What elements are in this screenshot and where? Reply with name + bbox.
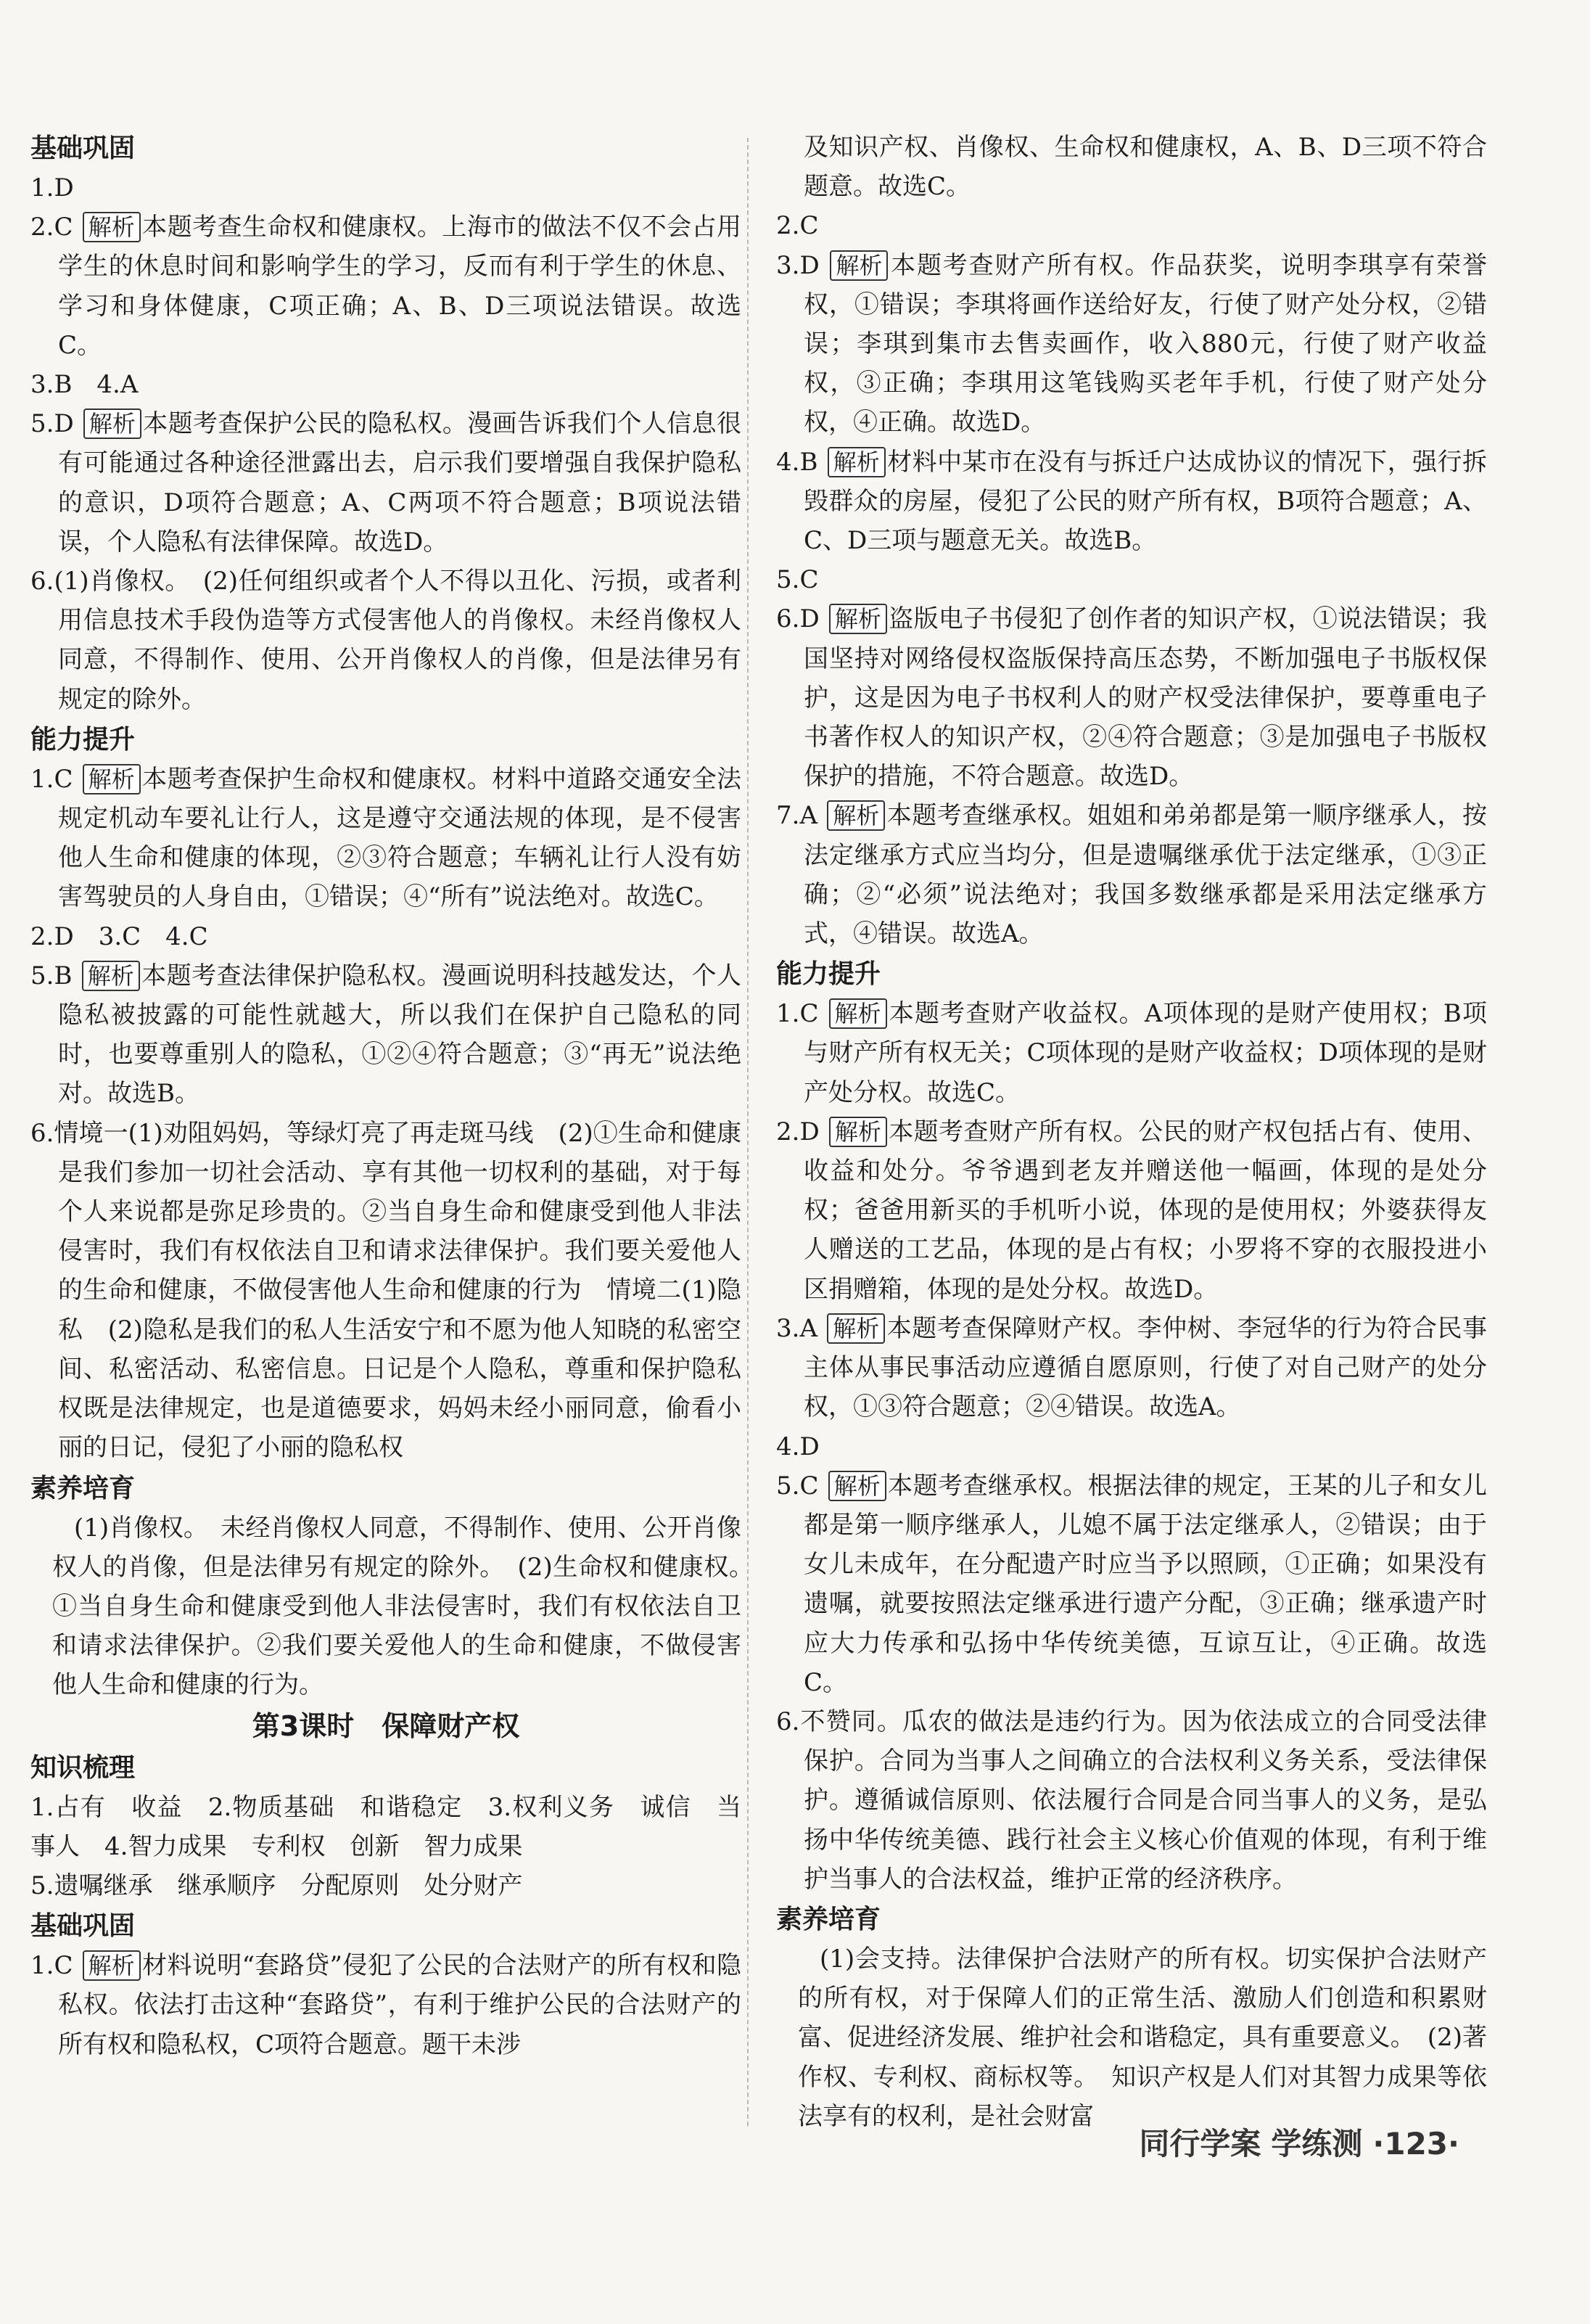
analysis-tag: 解析 [83, 408, 141, 439]
answer-text: 本题考查保障财产权。李仲树、李冠华的行为符合民事主体从事民事活动应遵循自愿原则，行使了对自己财产的处分权，①③符合题意；②④错误。故选A。 [804, 1313, 1487, 1422]
answer-number: 6.D [776, 604, 820, 634]
answer-item [30, 208, 741, 365]
answer-item [30, 760, 741, 917]
answer-text: 本题考查生命权和健康权。上海市的做法不仅不会占用学生的休息时间和影响学生的学习，反而有利于学生的休息、学习和身体健康，C项正确；A、B、D三项说法错误。故选C。 [58, 213, 742, 360]
answer-text: (1)肖像权。 (2)任何组织或者个人不得以丑化、污损，或者利用信息技术手段伪造等方式侵害他人的肖像权。未经肖像权人同意，不得制作、使用、公开肖像权人的肖像，但是法律另有规定的除外。 [54, 567, 741, 714]
left-column [30, 128, 766, 2064]
analysis-tag: 解析 [827, 1313, 885, 1344]
answer-item [776, 599, 1487, 796]
heading-jichu-1: 基础巩固 [30, 134, 136, 163]
right-column [776, 128, 1487, 2136]
answer-item [30, 1946, 741, 2064]
page-number: ·123· [1372, 2126, 1459, 2161]
answer-number: 1.C [776, 999, 819, 1029]
answer-number: 5.B [30, 961, 73, 990]
answer-text: 本题考查财产所有权。公民的财产权包括占有、使用、收益和处分。爷爷遇到老友并赠送他一幅画，体现的是处分权；爸爸用新买的手机听小说，体现的是使用权；外婆获得友人赠送的工艺品，体现的是占有权；小罗将不穿的衣服投进小区捐赠箱，体现的是处分权。故选D。 [804, 1117, 1487, 1304]
column-divider [747, 138, 749, 2126]
suyang-1-text: (1)肖像权。 未经肖像权人同意，不得制作、使用、公开肖像权人的肖像，但是法律另有规定的除外。 (2)生命权和健康权。 ①当自身生命和健康受到他人非法侵害时，我们有权依法自卫和请求法律保护。②我们要关爱他人的生命和健康，不做侵害他人生命和健康的行为。 [52, 1513, 766, 1700]
answer-number: 5.C [776, 565, 819, 595]
answer-item [776, 1309, 1487, 1427]
answer-text: 本题考查保护生命权和健康权。材料中道路交通安全法规定机动车要礼让行人，这是遵守交通法规的体现，是不侵害他人生命和健康的体现，②③符合题意；车辆礼让行人没有妨害驾驶员的人身自由，①错误；④“所有”说法绝对。故选C。 [58, 764, 742, 912]
answer-text: 情境一(1)劝阻妈妈，等绿灯亮了再走斑马线 (2)①生命和健康是我们参加一切社会活动、享有其他一切权利的基础，对于每个人来说都是弥足珍贵的。②当自身生命和健康受到他人非法侵害时，我们有权依法自卫和请求法律保护。我们要关爱他人的生命和健康，不做侵害他人生命和健康的行为 情境二(1)隐私 (2)隐私是我们的私人生活安宁和不愿为他人知晓的私密空间、私密活动、私密信息。日记是个人隐私，尊重和保护隐私权既是法律规定，也是道德要求，妈妈未经小丽同意，偷看小丽的日记，侵犯了小丽的隐私权 [54, 1118, 741, 1463]
answer-number: 2.C [776, 211, 819, 241]
answer-text: 材料说明“套路贷”侵犯了公民的合法财产的所有权和隐私权。依法打击这种“套路贷”，有利于维护公民的合法财产的所有权和隐私权，C项符合题意。题干未涉 [58, 1951, 742, 2059]
page-footer [1129, 2120, 1459, 2164]
answer-number: 4.B [776, 447, 818, 477]
answer-item [30, 168, 741, 208]
answer-number: 1.C [30, 764, 73, 794]
answer-number: 5.D [30, 409, 74, 439]
answer-number: 1.D [30, 173, 74, 202]
answer-item [30, 1114, 741, 1468]
jichu-2-answers-continued [776, 206, 1487, 953]
answer-text: 本题考查继承权。根据法律的规定，王某的儿子和女儿都是第一顺序继承人，儿媳不属于法定继承人，②错误；由于女儿未成年，在分配遗产时应当予以照顾，①正确；如果没有遗嘱，就要按照法定继承进行遗产分配，③正确；继承遗产时应大力传承和弘扬中华传统美德，互谅互让，④正确。故选C。 [804, 1471, 1488, 1697]
answer-item [30, 404, 741, 562]
zhishi-line-2: 5.遗嘱继承 继承顺序 分配原则 处分财产 [30, 1871, 523, 1900]
answer-number: 2.D 3.C 4.C [30, 921, 208, 951]
answer-number: 6. [30, 567, 54, 596]
footer-series: 学练测 [1271, 2126, 1363, 2161]
answer-text: 本题考查财产所有权。作品获奖，说明李琪享有荣誉权，①错误；李琪将画作送给好友，行使了财产处分权，②错误；李琪到集市去售卖画作，收入880元，行使了财产收益权，③正确；李琪用这笔钱购买老年手机，行使了财产处分权，④正确。故选D。 [804, 250, 1487, 438]
analysis-tag: 解析 [830, 250, 888, 281]
answer-item [776, 1427, 1487, 1466]
answer-item [776, 796, 1487, 953]
answer-item [776, 560, 1487, 599]
answer-number: 1.C [30, 1951, 73, 1981]
heading-zhishi: 知识梳理 [30, 1752, 136, 1783]
answer-text: 本题考查保护公民的隐私权。漫画告诉我们个人信息很有可能通过各种途径泄露出去，启示我们要增强自我保护隐私的意识，D项符合题意；A、C两项不符合题意；B项说法错误，个人隐私有法律保障。故选D。 [58, 409, 741, 557]
answer-text: 材料中某市在没有与拆迁户达成协议的情况下，强行拆毁群众的房屋，侵犯了公民的财产所有权，B项符合题意；A、C、D三项与题意无关。故选B。 [804, 447, 1487, 556]
answer-item [776, 443, 1487, 561]
jichu-2-answers [30, 1946, 741, 2064]
jichu-1-answers [30, 168, 741, 719]
answer-item [776, 246, 1487, 443]
heading-suyang-2: 素养培育 [776, 1904, 881, 1934]
heading-jichu-2: 基础巩固 [30, 1911, 136, 1942]
analysis-tag: 解析 [829, 1117, 887, 1147]
answer-item [30, 956, 741, 1114]
analysis-tag: 解析 [83, 212, 141, 242]
analysis-tag: 解析 [83, 764, 141, 794]
answer-text: 盗版电子书侵犯了创作者的知识产权，①说法错误；我国坚持对网络侵权盗版保持高压态势，不断加强电子书版权保护，这是因为电子书权利人的财产权受法律保护，要尊重电子书著作权人的知识产权，②④符合题意；③是加强电子书版权保护的措施，不符合题意。故选D。 [804, 604, 1487, 792]
suyang-2-text: (1)会支持。法律保护合法财产的所有权。切实保护合法财产的所有权，对于保障人们的正常生活、激励人们创造和积累财富、促进经济发展、维护社会和谐稳定，具有重要意义。 (2)著作权、专利权、商标权等。 知识产权是人们对其智力成果等依法享有的权利，是社会财富 [798, 1944, 1487, 2131]
answer-number: 6. [30, 1118, 54, 1148]
lesson-title: 第3课时 保障财产权 [252, 1709, 520, 1742]
analysis-tag: 解析 [828, 447, 886, 477]
heading-suyang-1: 素养培育 [30, 1473, 136, 1503]
analysis-tag: 解析 [83, 1950, 141, 1981]
heading-nengli-2: 能力提升 [776, 959, 881, 990]
answer-number: 7.A [776, 801, 817, 831]
answer-number: 5.C [776, 1471, 819, 1500]
answer-item [30, 365, 741, 404]
answer-text: 不赞同。瓜农的做法是违约行为。因为依法成立的合同受法律保护。合同为当事人之间确立的合法权利义务关系，受法律保护。遵循诚信原则、依法履行合同是合同当事人的义务，是弘扬中华传统美德、践行社会主义核心价值观的体现，有利于维护当事人的合法权益，维护正常的经济秩序。 [799, 1707, 1487, 1894]
answer-number: 2.C [30, 213, 73, 242]
answer-number: 3.D [776, 250, 820, 280]
zhishi-line-1: 1.占有 收益 2.物质基础 和谐稳定 3.权利义务 诚信 当事人 4.智力成果 专利权 创新 智力成果 [30, 1792, 741, 1861]
answer-item [776, 206, 1487, 245]
nengli-1-answers [30, 760, 741, 1468]
answer-number: 3.B 4.A [30, 370, 139, 400]
analysis-tag: 解析 [82, 961, 140, 991]
analysis-tag: 解析 [828, 1471, 886, 1501]
answer-text: 本题考查法律保护隐私权。漫画说明科技越发达，个人隐私被披露的可能性就越大，所以我们在保护自己隐私的同时，也要尊重别人的隐私，①②④符合题意；③“再无”说法绝对。故选B。 [58, 961, 741, 1109]
heading-nengli-1: 能力提升 [30, 724, 136, 755]
footer-brand: 同行学案 [1139, 2126, 1261, 2161]
answer-number: 3.A [776, 1313, 817, 1343]
nengli-2-answers [776, 994, 1487, 1899]
answer-text: 本题考查财产收益权。A项体现的是财产使用权；B项与财产所有权无关；C项体现的是财产收益权；D项体现的是财产处分权。故选C。 [804, 999, 1487, 1107]
answer-item [776, 994, 1487, 1112]
analysis-tag: 解析 [829, 998, 887, 1029]
answer-item [776, 1112, 1487, 1309]
analysis-tag: 解析 [827, 800, 885, 831]
answer-item [30, 917, 741, 956]
analysis-tag: 解析 [829, 604, 887, 634]
answer-number: 6. [776, 1707, 800, 1736]
answer-number: 4.D [776, 1432, 820, 1461]
answer-item [776, 1702, 1487, 1899]
answer-text: 本题考查继承权。姐姐和弟弟都是第一顺序继承人，按法定继承方式应当均分，但是遗嘱继承优于法定继承，①③正确；②“必须”说法绝对；我国多数继承都是采用法定继承方式，④错误。故选A。 [804, 801, 1487, 949]
answer-number: 2.D [776, 1117, 820, 1146]
answer-item [776, 1466, 1487, 1702]
continued-answer-text: 及知识产权、肖像权、生命权和健康权，A、B、D三项不符合题意。故选C。 [804, 133, 1487, 202]
answer-item [30, 562, 741, 719]
